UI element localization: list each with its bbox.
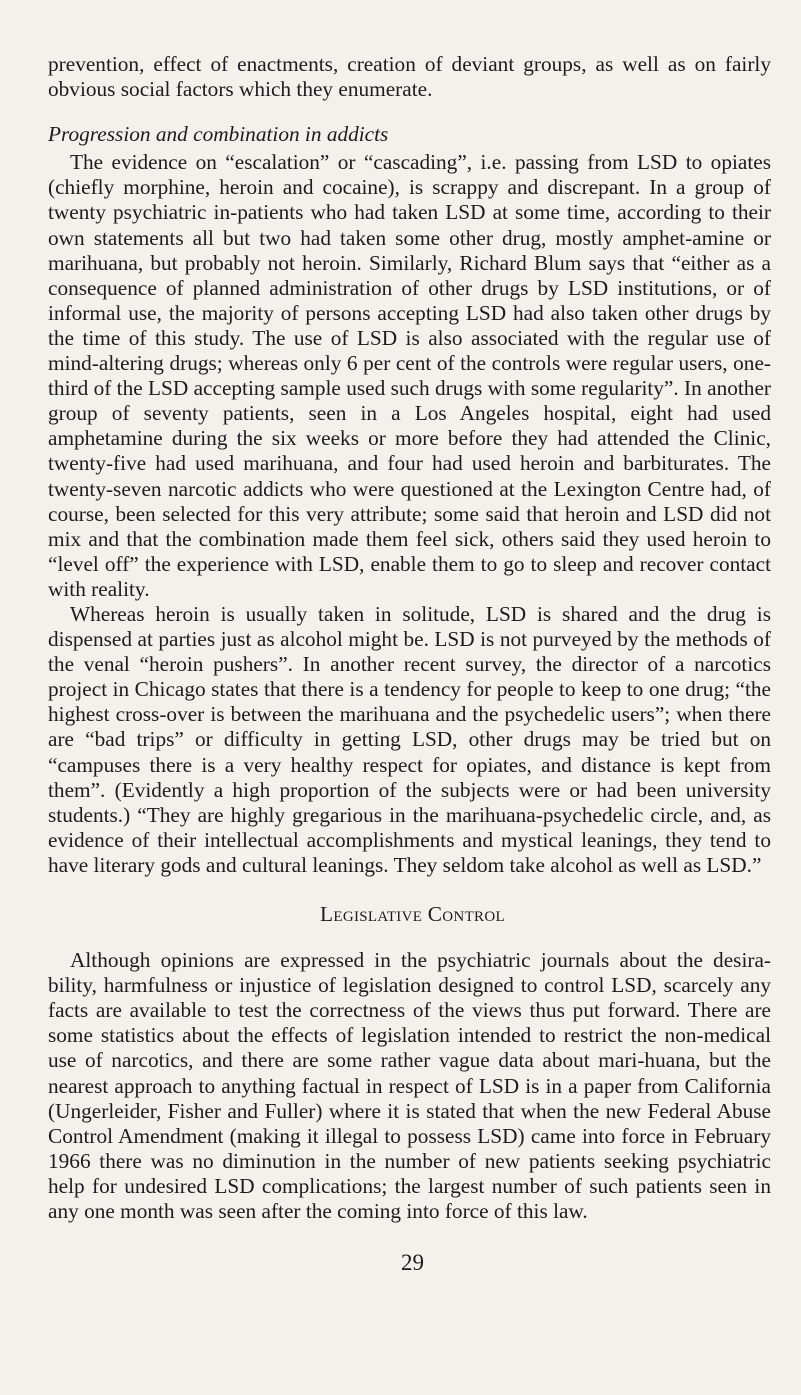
opening-paragraph: prevention, effect of enactments, creation of deviant groups, as well as on fairly obvious social factors which they enumerate. (48, 52, 771, 102)
body-paragraph: The evidence on “escalation” or “cascading”, i.e. passing from LSD to opiates (chiefly morphine, heroin and cocaine), is scrappy and discrepant. In a group of twenty psychiatric in-patients who had taken LSD at some time, according to their own statements all but two had taken some other drug, mostly amphet-amine or marihuana, but probably not heroin. Similarly, Richard Blum says that “either as a consequence of planned administration of other drugs by LSD institutions, or of informal use, the majority of persons accepting LSD had also taken other drugs by the time of this study. The use of LSD is also associated with the regular use of mind-altering drugs; whereas only 6 per cent of the controls were regular users, one-third of the LSD accepting sample used such drugs with some regularity”. In another group of seventy patients, seen in a Los Angeles hospital, eight had used amphetamine during the six weeks or more before they had attended the Clinic, twenty-five had used marihuana, and four had used heroin and barbiturates. The twenty-seven narcotic addicts who were questioned at the Lexington Centre had, of course, been selected for this very attribute; some said that heroin and LSD did not mix and that the combination made them feel sick, others said they used heroin to “level off” the experience with LSD, enable them to go to sleep and recover contact with reality. (48, 150, 771, 601)
subheading: Progression and combination in addicts (48, 122, 389, 147)
body-paragraph: Whereas heroin is usually taken in solitude, LSD is shared and the drug is dispensed at parties just as alcohol might be. LSD is not purveyed by the methods of the venal “heroin pushers”. In another recent survey, the director of a narcotics project in Chicago states that there is a tendency for people to keep to one drug; “the highest cross-over is between the marihuana and the psychedelic users”; when there are “bad trips” or difficulty in getting LSD, other drugs may be tried but on “campuses there is a very healthy respect for opiates, and distance is kept from them”. (Evidently a high proportion of the subjects were or had been university students.) “They are highly gregarious in the marihuana-psychedelic circle, and, as evidence of their intellectual accomplishments and mystical leanings, they tend to have literary gods and cultural leanings. They seldom take alcohol as well as LSD.” (48, 601, 771, 877)
body-paragraph: Although opinions are expressed in the psychiatric journals about the desira-bility, harmfulness or injustice of legislation designed to control LSD, scarcely any facts are available to test the correctness of the views thus put forward. There are some statistics about the effects of legislation intended to restrict the non-medical use of narcotics, and there are some rather vague data about mari-huana, but the nearest approach to anything factual in respect of LSD is in a paper from California (Ungerleider, Fisher and Fuller) where it is stated that when the new Federal Abuse Control Amendment (making it illegal to possess LSD) came into force in February 1966 there was no diminution in the number of new patients seeking psychiatric help for undesired LSD complications; the largest number of such patients seen in any one month was seen after the coming into force of this law. (48, 948, 771, 1224)
section-heading: Legislative Control (320, 902, 505, 926)
page-number: 29 (401, 1250, 424, 1276)
